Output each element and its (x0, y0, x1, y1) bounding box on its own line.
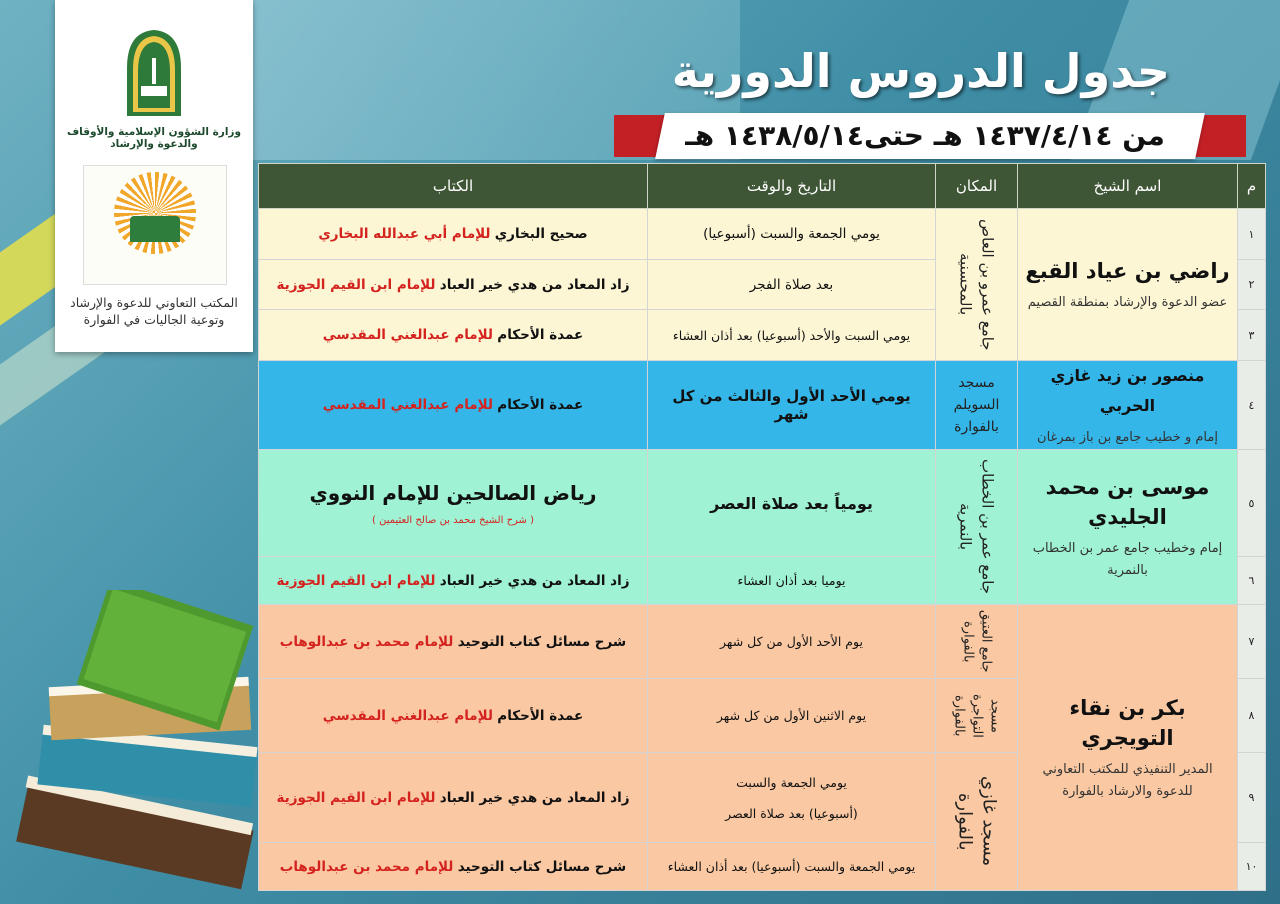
table-header-row (259, 164, 1266, 209)
header-book: الكتاب (259, 164, 648, 209)
place-cell (936, 361, 1018, 450)
time-cell: يومي الأحد الأول والثالث من كل شهر (648, 361, 936, 450)
office-logo (83, 165, 227, 285)
sheikh-role: المدير التنفيذي للمكتب التعاوني للدعوة والارشاد بالفوارة (1042, 761, 1213, 799)
book-author: للإمام ابن القيم الجوزية (276, 276, 436, 293)
time-cell: بعد صلاة الفجر (648, 260, 936, 310)
book-title: زاد المعاد من هدي خير العباد (439, 276, 630, 293)
time-cell: يومياً بعد صلاة العصر (648, 450, 936, 557)
sheikh-cell (1018, 450, 1238, 605)
book-cell (259, 361, 648, 450)
book-cell (259, 605, 648, 679)
row-num: ٦ (1238, 557, 1266, 605)
logo-panel (55, 0, 253, 352)
sheikh-cell (1018, 605, 1238, 891)
sheikh-cell (1018, 209, 1238, 361)
time-cell: يوم الأحد الأول من كل شهر (648, 605, 936, 679)
book-title: رياض الصالحين للإمام النووي (309, 480, 597, 505)
book-note: ( شرح الشيخ محمد بن صالح العثيمين ) (372, 514, 534, 526)
page-title: جدول الدروس الدورية (671, 44, 1170, 98)
sheikh-name: راضي بن عياد القبع (1025, 258, 1230, 283)
place-text-1: مسجد (958, 375, 995, 391)
header-num: م (1238, 164, 1266, 209)
row-num: ١ (1238, 209, 1266, 260)
book-cell (259, 260, 648, 310)
book-cell (259, 679, 648, 753)
ministry-logo (123, 28, 185, 116)
book-author: للإمام ابن القيم الجوزية (276, 572, 436, 589)
row-num: ٤ (1238, 361, 1266, 450)
place-text: مسجد التواجرة بالفوارة (951, 693, 1003, 738)
book-author: للإمام محمد بن عبدالوهاب (279, 858, 454, 875)
date-range: من ١٤٣٧/٤/١٤ هـ حتى١٤٣٨/٥/١٤ هـ (685, 119, 1165, 152)
sheikh-cell (1018, 361, 1238, 450)
book-author: للإمام عبدالغني المقدسي (322, 707, 493, 724)
table-row (259, 605, 1266, 679)
book-cell (259, 753, 648, 843)
table-row (259, 361, 1266, 450)
book-title: صحيح البخاري (494, 226, 588, 242)
time-cell: يومي السبت والأحد (أسبوعيا) بعد أذان العشاء (648, 310, 936, 361)
sheikh-role: عضو الدعوة والإرشاد بمنطقة القصيم (1027, 294, 1228, 310)
book-author: للإمام عبدالغني المقدسي (322, 327, 493, 343)
row-num: ٨ (1238, 679, 1266, 753)
place-text: جامع عمرو بن العاص بالمحسنية (956, 218, 997, 351)
row-num: ٥ (1238, 450, 1266, 557)
sheikh-role: إمام و خطيب جامع بن باز بمرغان (1037, 430, 1218, 445)
book-title: زاد المعاد من هدي خير العباد (439, 572, 630, 589)
book-title: زاد المعاد من هدي خير العباد (439, 789, 630, 806)
book-title: عمدة الأحكام (497, 707, 584, 724)
book-author: للإمام ابن القيم الجوزية (276, 789, 436, 806)
open-book-icon (130, 216, 180, 242)
place-cell (936, 679, 1018, 753)
table-row (259, 450, 1266, 557)
sheikh-role: إمام وخطيب جامع عمر بن الخطاب بالنمرية (1032, 541, 1223, 578)
book-author: للإمام عبدالغني المقدسي (322, 397, 493, 413)
row-num: ٢ (1238, 260, 1266, 310)
row-num: ٧ (1238, 605, 1266, 679)
time-cell: يوم الاثنين الأول من كل شهر (648, 679, 936, 753)
place-cell (936, 605, 1018, 679)
place-text: مسجد غازي بالفوارة (954, 776, 1000, 867)
place-cell (936, 209, 1018, 361)
header-time: التاريخ والوقت (648, 164, 936, 209)
sheikh-name: بكر بن نقاء التويجري (1069, 695, 1186, 750)
place-text-2: السويلم (953, 397, 1000, 413)
book-title: شرح مسائل كتاب التوحيد (457, 633, 627, 650)
book-cell (259, 557, 648, 605)
office-title: المكتب التعاوني للدعوة والإرشاد وتوعية الجاليات في الفوارة (70, 295, 238, 327)
book-cell (259, 450, 648, 557)
book-cell (259, 843, 648, 891)
table-row (259, 209, 1266, 260)
time-cell (648, 753, 936, 843)
books-illustration (0, 590, 260, 904)
book-cell (259, 209, 648, 260)
book-title: عمدة الأحكام (497, 327, 584, 343)
time-line-1: يومي الجمعة والسبت (736, 774, 847, 790)
place-text: جامع عمر بن الخطاب بالنمرية (956, 459, 997, 595)
time-cell: يوميا بعد أذان العشاء (648, 557, 936, 605)
book-cell (259, 310, 648, 361)
time-cell: يومي الجمعة والسبت (أسبوعيا) (648, 209, 936, 260)
time-line-2: (أسبوعيا) بعد صلاة العصر (725, 805, 858, 821)
sheikh-name: موسى بن محمد الجليدي (1045, 475, 1210, 529)
time-cell: يومي الجمعة والسبت (أسبوعيا) بعد أذان العشاء (648, 843, 936, 891)
place-cell (936, 753, 1018, 891)
schedule-table (258, 163, 1266, 891)
place-text: جامع العتيق بالفوارة (960, 610, 994, 673)
ministry-name: وزارة الشؤون الإسلامية والأوقاف والدعوة والإرشاد (66, 126, 242, 150)
book-author: للإمام أبي عبدالله البخاري (318, 226, 491, 242)
row-num: ٣ (1238, 310, 1266, 361)
place-text-3: بالفوارة (954, 419, 999, 435)
sheikh-name: منصور بن زيد غازي الحربي (1050, 366, 1205, 415)
place-cell (936, 450, 1018, 605)
row-num: ١٠ (1238, 843, 1266, 891)
book-author: للإمام محمد بن عبدالوهاب (279, 633, 454, 650)
book-title: شرح مسائل كتاب التوحيد (457, 858, 627, 875)
header-sheikh: اسم الشيخ (1018, 164, 1238, 209)
header-place: المكان (936, 164, 1018, 209)
row-num: ٩ (1238, 753, 1266, 843)
book-title: عمدة الأحكام (497, 397, 584, 413)
